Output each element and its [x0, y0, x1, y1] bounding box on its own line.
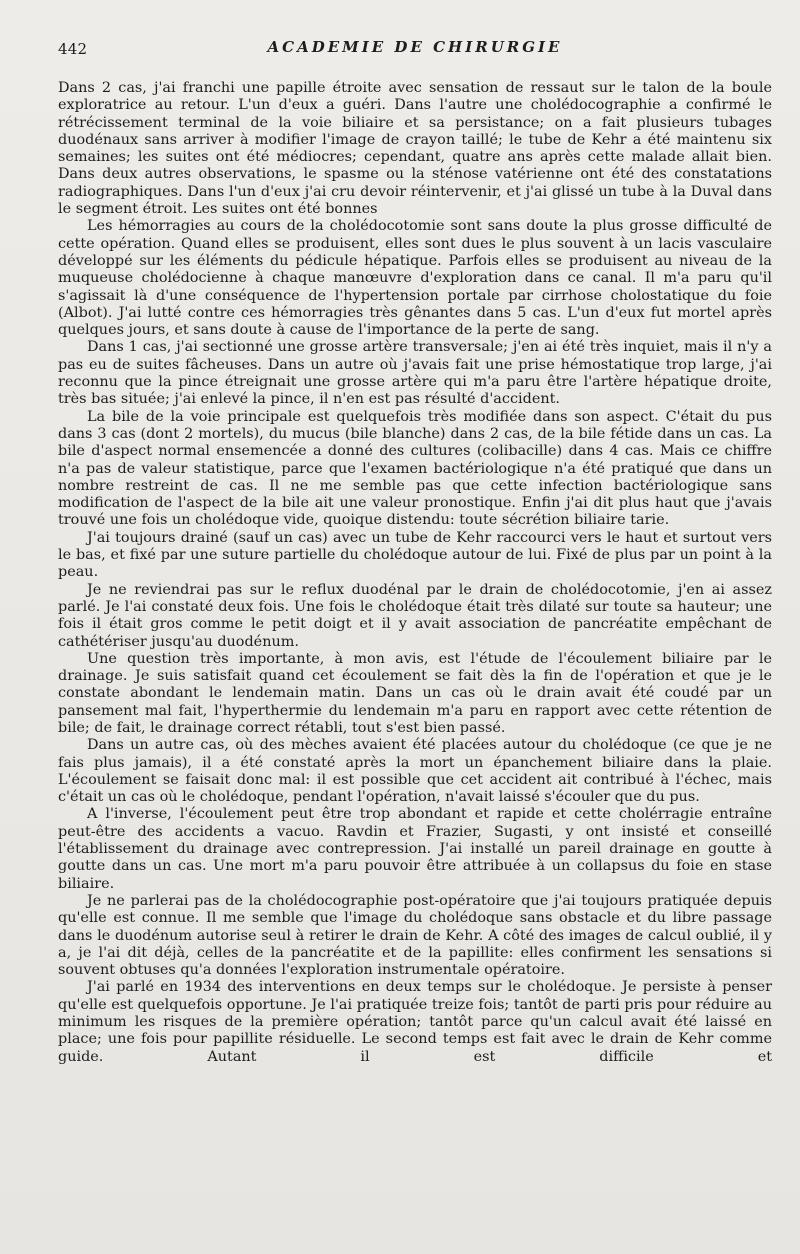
paragraph-papille: Dans 2 cas, j'ai franchi une papille étroite avec sensation de ressaut sur le talon de la boule exploratrice au retour. L'un d'eux a guéri. Dans l'autre une cholédocographie a confirmé le rétrécissement terminal de la voie biliaire et sa persistance; on a fait plusieurs tubages duodénaux sans arriver à modifier l'image de crayon taillé; le tube de Kehr a été maintenu six semaines; les suites ont été médiocres; cependant, quatre ans après cette malade allait bien. Dans deux autres observations, le spasme ou la sténose vatérienne ont été des constatations radiographiques. Dans l'un d'eux j'ai cru devoir réintervenir, et j'ai glissé un tube à la Duval dans le segment étroit. Les suites ont été bonnes: [58, 80, 772, 218]
running-header: [58, 34, 772, 64]
paragraph-ecoulement: Une question très importante, à mon avis, est l'étude de l'écoulement biliaire par le drainage. Je suis satisfait quand cet écoulement se fait dès la fin de l'opération et que je le constate abondant le lendemain matin. Dans un cas où le drain avait été coudé par un pansement mal fait, l'hyperthermie du lendemain m'a paru en rapport avec cette rétention de bile; de fait, le drainage correct rétabli, tout s'est bien passé.: [58, 650, 772, 736]
paragraph-cholerragie: A l'inverse, l'écoulement peut être trop abondant et rapide et cette cholérragie entraîne peut-être des accidents a vacuo. Ravdin et Frazier, Sugasti, y ont insisté et conseillé l'établissement du drainage avec contrepression. J'ai installé un pareil drainage en goutte à goutte dans un cas. Une mort m'a paru pouvoir être attribuée à un collapsus du foie en stase biliaire.: [58, 806, 772, 892]
body-text: [58, 80, 772, 1066]
paragraph-cholédocographie: Je ne parlerai pas de la cholédocographie post-opératoire que j'ai toujours pratiquée depuis qu'elle est connue. Il me semble que l'image du cholédoque sans obstacle et du libre passage dans le duodénum autorise seul à retirer le drain de Kehr. A côté des images de calcul oublié, il y a, je l'ai dit déjà, celles de la pancréatite et de la papillite: elles confirment les sensations si souvent obtuses qu'a données l'exploration instrumentale opératoire.: [58, 892, 772, 979]
journal-title: ACADEMIE DE CHIRURGIE: [267, 38, 563, 56]
paragraph-deux-temps: J'ai parlé en 1934 des interventions en deux temps sur le cholédoque. Je persiste à penser qu'elle est quelquefois opportune. Je l'ai pratiquée treize fois; tantôt de parti pris pour réduire au minimum les risques de la première opération; tantôt parce qu'un calcul avait été laissé en place; une fois pour papillite résiduelle. Le second temps est fait avec le drain de Kehr comme guide. Autant il est difficile et: [58, 979, 772, 1065]
paragraph-drainage-kehr: J'ai toujours drainé (sauf un cas) avec un tube de Kehr raccourci vers le haut et surtout vers le bas, et fixé par une suture partielle du cholédoque autour de lui. Fixé de plus par un point à la peau.: [58, 529, 772, 581]
paragraph-hemorragies: Les hémorragies au cours de la cholédocotomie sont sans doute la plus grosse difficulté de cette opération. Quand elles se produisent, elles sont dues le plus souvent à un lacis vasculaire développé sur les éléments du pédicule hépatique. Parfois elles se produisent au niveau de la muqueuse cholédocienne à chaque manœuvre d'exploration dans ce canal. Il m'a paru qu'il s'agissait là d'une conséquence de l'hypertension portale par cirrhose cholostatique du foie (Albot). J'ai lutté contre ces hémorragies très gênantes dans 5 cas. L'un d'eux fut mortel après quelques jours, et sans doute à cause de l'importance de la perte de sang.: [58, 218, 772, 339]
paragraph-artere: Dans 1 cas, j'ai sectionné une grosse artère transversale; j'en ai été très inquiet, mais il n'y a pas eu de suites fâcheuses. Dans un autre où j'avais fait une prise hémostatique trop large, j'ai reconnu que la pince étreignait une grosse artère qui m'a paru être l'artère hépatique droite, très bas située; j'ai enlevé la pince, il n'en est pas résulté d'accident.: [58, 339, 772, 408]
paragraph-bile: La bile de la voie principale est quelquefois très modifiée dans son aspect. C'était du pus dans 3 cas (dont 2 mortels), du mucus (bile blanche) dans 2 cas, de la bile fétide dans un cas. La bile d'aspect normal ensemencée a donné des cultures (colibacille) dans 4 cas. Mais ce chiffre n'a pas de valeur statistique, parce que l'examen bactériologique n'a été pratiqué que dans un nombre restreint de cas. Il ne me semble pas que cette infection bactériologique sans modification de l'aspect de la bile ait une valeur pronostique. Enfin j'ai dit plus haut que j'avais trouvé une fois un cholédoque vide, quoique distendu: toute sécrétion biliaire tarie.: [58, 408, 772, 529]
paragraph-reflux: Je ne reviendrai pas sur le reflux duodénal par le drain de cholédocotomie, j'en ai assez parlé. Je l'ai constaté deux fois. Une fois le cholédoque était très dilaté sur toute sa hauteur; une fois il était gros comme le petit doigt et il y avait association de pancréatite empêchant de cathétériser jusqu'au duodénum.: [58, 581, 772, 650]
page-number: 442: [58, 40, 88, 58]
paragraph-meches: Dans un autre cas, où des mèches avaient été placées autour du cholédoque (ce que je ne fais plus jamais), il a été constaté après la mort un épanchement biliaire dans la plaie. L'écoulement se faisait donc mal: il est possible que cet accident ait contribué à l'échec, mais c'était un cas où le cholédoque, pendant l'opération, n'avait laissé s'écouler que du pus.: [58, 737, 772, 806]
